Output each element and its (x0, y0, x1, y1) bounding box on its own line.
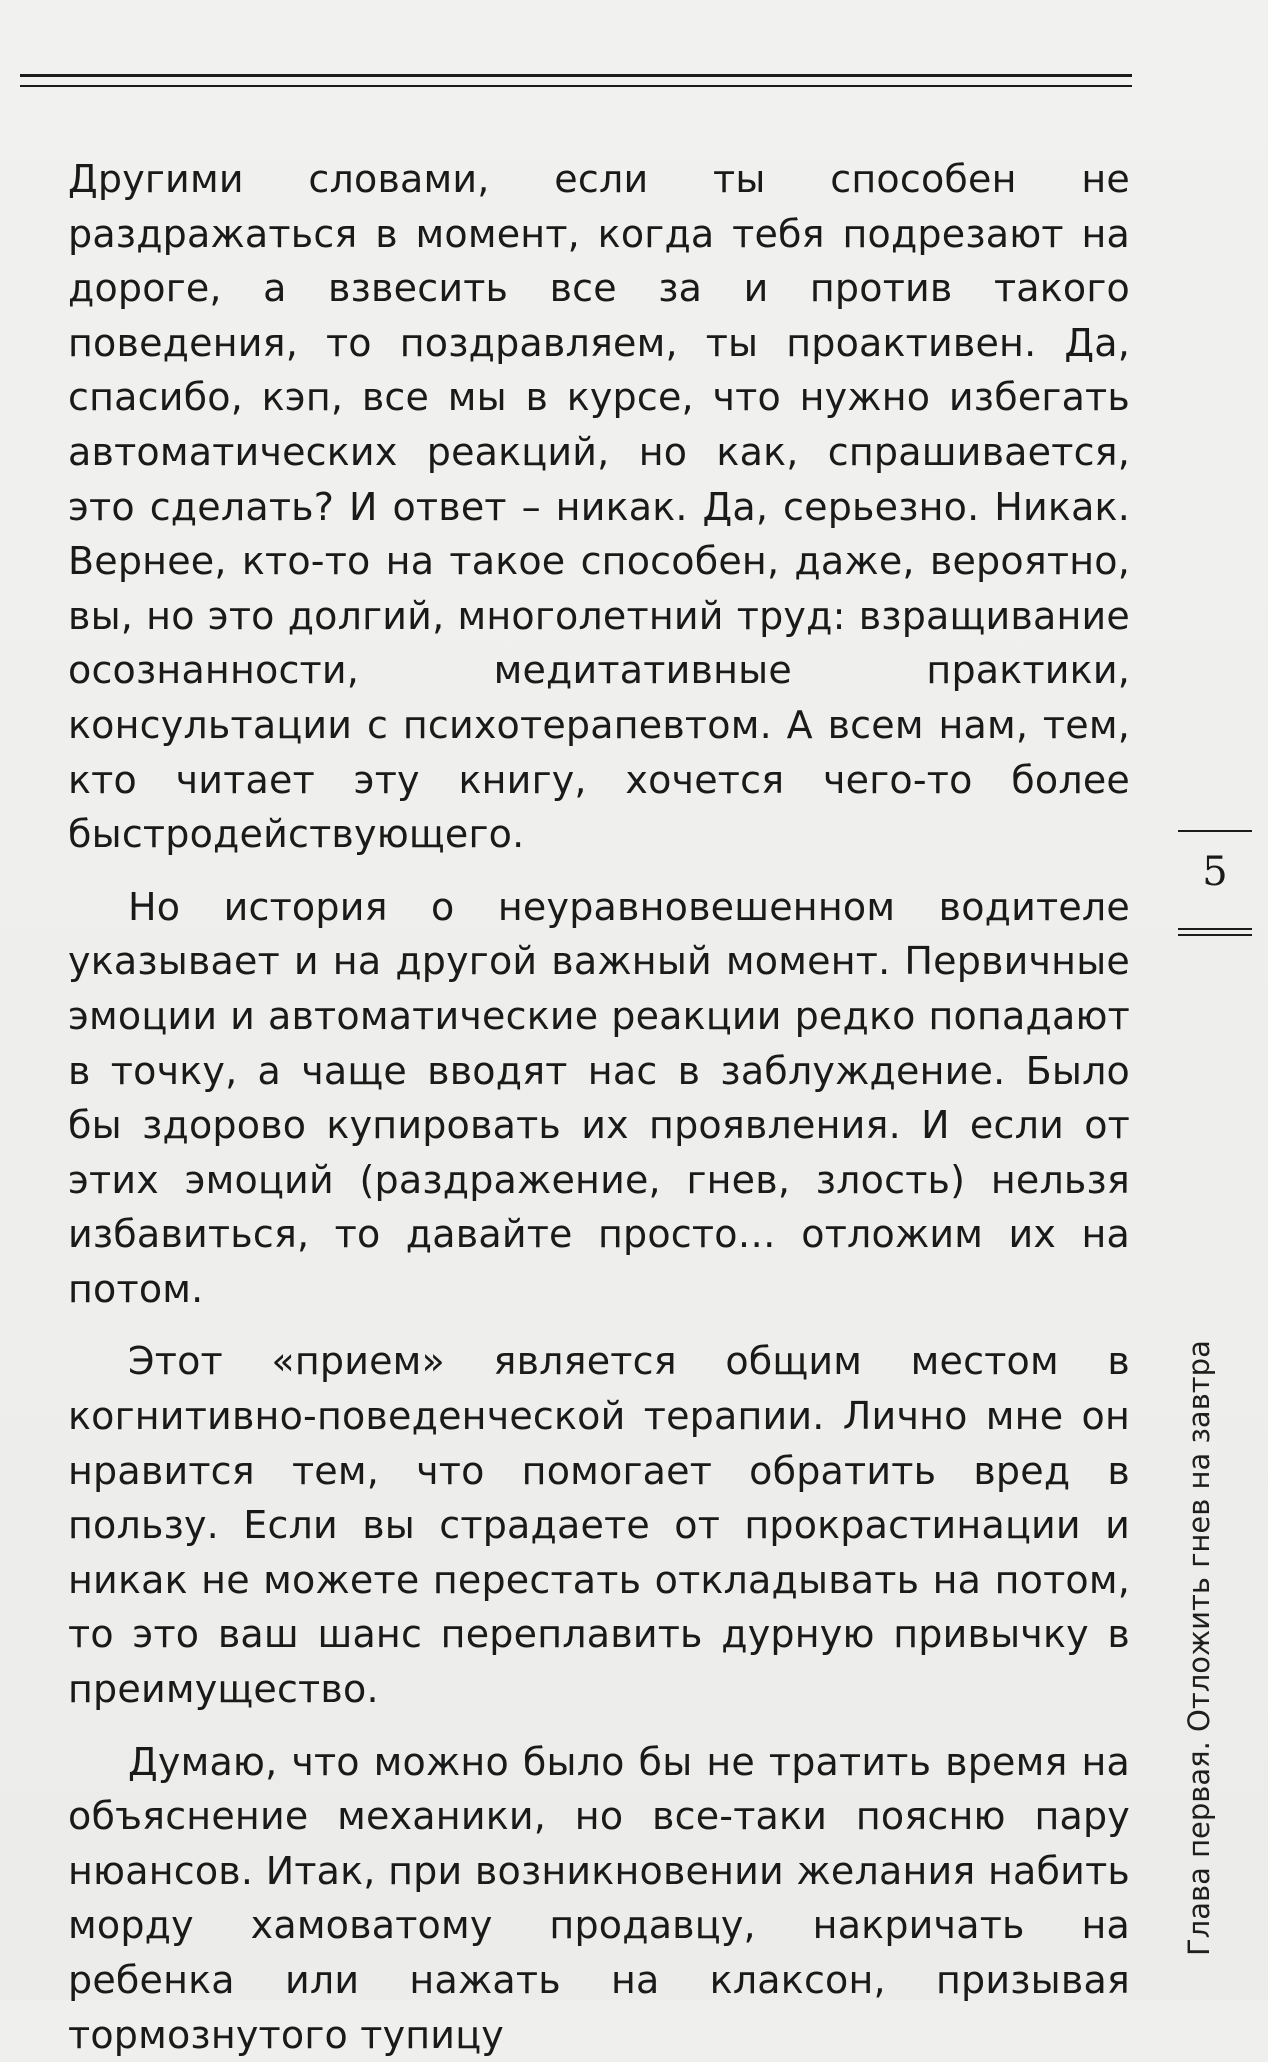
paragraph-1: Другими словами, если ты способен не раздражаться в момент, когда тебя подрезают на дороге, а взвесить все за и против такого поведения, то поздравляем, ты проактивен. Да, спасибо, кэп, все мы в курсе, что нужно избегать автоматических реакций, но как, спрашивается, это сделать? И ответ – никак. Да, серьезно. Никак. Вернее, кто-то на такое способен, даже, вероятно, вы, но это долгий, многолетний труд: взращивание осознанности, медитативные практики, консультации с психотерапевтом. А всем нам, тем, кто читает эту книгу, хочется чего-то более быстродействующего. (68, 157, 1130, 857)
paragraph-2: Но история о неуравновешенном водителе указывает и на другой важный момент. Первичные эмоции и автоматические реакции редко попадают в точку, а чаще вводят нас в заблуждение. Было бы здорово купировать их проявления. И если от этих эмоций (раздражение, гнев, злость) нельзя избавиться, то давайте просто… отложим их на потом. (68, 884, 1130, 1311)
page-number-block (1178, 830, 1252, 936)
paragraph-3: Этот «прием» является общим местом в когнитивно-поведенческой терапии. Лично мне он нравится тем, что помогает обратить вред в пользу. Если вы страдаете от прокрастинации и никак не можете перестать откладывать на потом, то это ваш шанс переплавить дурную привычку в преимущество. (68, 1339, 1130, 1712)
running-head: Глава первая. Отложить гнев на завтра (1182, 1340, 1216, 1956)
header-rule-thin (20, 85, 1132, 87)
page-body-text (68, 152, 1130, 2062)
header-rule-thick (20, 74, 1132, 77)
page-number-rule-bottom-2 (1178, 934, 1252, 936)
page-number-rule-bottom (1178, 928, 1252, 930)
page-number: 5 (1202, 849, 1228, 895)
paragraph-4: Думаю, что можно было бы не тратить время на объяснение механики, но все-таки поясню пару нюансов. Итак, при возникновении желания набить морду хамоватому продавцу, накричать на ребенка или нажать на клаксон, призывая тормознутого тупицу (68, 1739, 1130, 2057)
page-number-rule-top (1178, 830, 1252, 832)
